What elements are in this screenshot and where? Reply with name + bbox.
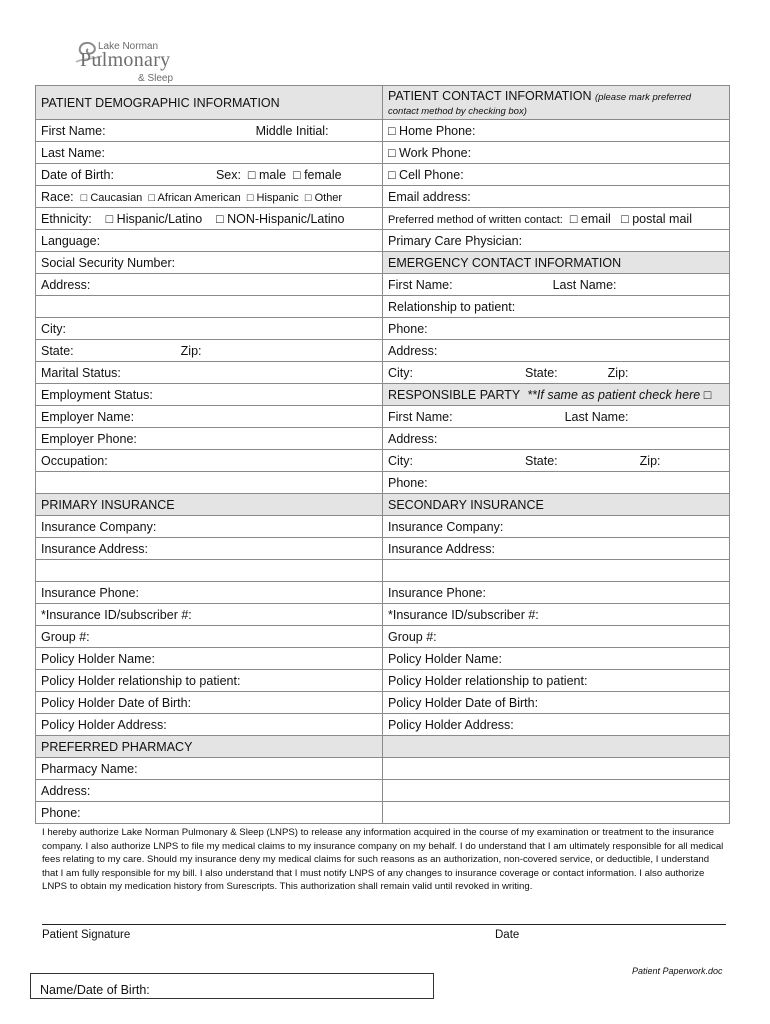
authorization-statement: I hereby authorize Lake Norman Pulmonary & Sleep (LNPS) to release any information acquired in the course of my examination or treatment to the insurance company. I also authorize LNPS to file my medical claims to my insurance company on my behalf. I do understand that I am ultimately responsible for all medical fees relating to my care. Should my insurance deny my medical claims for such reasons as an authorization, non-covered service, or deductible, I understand that I am fully responsible for my bill. I also understand that I must notify LNPS of any changes to insurance coverage or contact information. I also authorize LNPS to obtain my medication history from Surescripts. This authorization shall remain valid until revoked in writing. xyxy=(42,827,724,893)
caucasian-checkbox[interactable]: □ xyxy=(80,191,88,204)
blank-cell-3 xyxy=(383,802,730,824)
state-zip-field[interactable]: State: Zip: xyxy=(36,340,383,362)
dob-sex-field[interactable]: Date of Birth: Sex: □ male □ female xyxy=(36,164,383,186)
emergency-phone-field[interactable]: Phone: xyxy=(383,318,730,340)
blank-cell-2 xyxy=(383,780,730,802)
responsible-city-field[interactable]: City: State: Zip: xyxy=(383,450,730,472)
race-field[interactable]: Race: □ Caucasian □ African American □ Hispanic □ Other xyxy=(36,186,383,208)
cell-phone-field[interactable]: □ Cell Phone: xyxy=(383,164,730,186)
ethnicity-field[interactable]: Ethnicity: □ Hispanic/Latino □ NON-Hispanic/Latino xyxy=(36,208,383,230)
pharmacy-header: PREFERRED PHARMACY xyxy=(36,736,383,758)
responsible-phone-field[interactable]: Phone: xyxy=(383,472,730,494)
postal-mail-checkbox[interactable]: □ xyxy=(621,211,629,226)
primary-holder-address-field[interactable]: Policy Holder Address: xyxy=(36,714,383,736)
home-phone-checkbox[interactable]: □ xyxy=(388,123,396,138)
demographic-header: PATIENT DEMOGRAPHIC INFORMATION xyxy=(36,86,383,120)
name-dob-box[interactable] xyxy=(30,973,434,999)
employment-status-field[interactable]: Employment Status: xyxy=(36,384,383,406)
employer-name-field[interactable]: Employer Name: xyxy=(36,406,383,428)
emergency-relationship-field[interactable]: Relationship to patient: xyxy=(383,296,730,318)
secondary-holder-address-field[interactable]: Policy Holder Address: xyxy=(383,714,730,736)
secondary-insurance-header: SECONDARY INSURANCE xyxy=(383,494,730,516)
secondary-holder-dob-field[interactable]: Policy Holder Date of Birth: xyxy=(383,692,730,714)
address-field[interactable]: Address: xyxy=(36,274,383,296)
emergency-name-field[interactable]: First Name: Last Name: xyxy=(383,274,730,296)
occupation-extra-field[interactable] xyxy=(36,472,383,494)
ssn-field[interactable]: Social Security Number: xyxy=(36,252,383,274)
language-field[interactable]: Language: xyxy=(36,230,383,252)
primary-ins-company-field[interactable]: Insurance Company: xyxy=(36,516,383,538)
secondary-ins-phone-field[interactable]: Insurance Phone: xyxy=(383,582,730,604)
male-checkbox[interactable]: □ xyxy=(247,167,256,182)
last-name-field[interactable]: Last Name: xyxy=(36,142,383,164)
practice-logo xyxy=(72,38,182,88)
logo-line2: Pulmonary xyxy=(80,49,171,71)
responsible-name-field[interactable]: First Name: Last Name: xyxy=(383,406,730,428)
city-field[interactable]: City: xyxy=(36,318,383,340)
hispanic-latino-checkbox[interactable]: □ xyxy=(105,211,114,226)
responsible-party-header: RESPONSIBLE PARTY **If same as patient check here □ xyxy=(383,384,730,406)
email-checkbox[interactable]: □ xyxy=(569,211,578,226)
cell-phone-checkbox[interactable]: □ xyxy=(388,167,396,182)
address-line2-field[interactable] xyxy=(36,296,383,318)
secondary-ins-id-field[interactable]: *Insurance ID/subscriber #: xyxy=(383,604,730,626)
pcp-field[interactable]: Primary Care Physician: xyxy=(383,230,730,252)
secondary-holder-name-field[interactable]: Policy Holder Name: xyxy=(383,648,730,670)
responsible-address-field[interactable]: Address: xyxy=(383,428,730,450)
pharmacy-name-field[interactable]: Pharmacy Name: xyxy=(36,758,383,780)
primary-ins-id-field[interactable]: *Insurance ID/subscriber #: xyxy=(36,604,383,626)
work-phone-field[interactable]: □ Work Phone: xyxy=(383,142,730,164)
secondary-ins-company-field[interactable]: Insurance Company: xyxy=(383,516,730,538)
signature-line[interactable] xyxy=(42,924,726,925)
first-name-field[interactable]: First Name: Middle Initial: xyxy=(36,120,383,142)
primary-group-field[interactable]: Group #: xyxy=(36,626,383,648)
work-phone-checkbox[interactable]: □ xyxy=(388,145,396,160)
primary-ins-phone-field[interactable]: Insurance Phone: xyxy=(36,582,383,604)
occupation-field[interactable]: Occupation: xyxy=(36,450,383,472)
pharmacy-phone-field[interactable]: Phone: xyxy=(36,802,383,824)
signature-label: Patient Signature xyxy=(42,929,131,941)
hispanic-checkbox[interactable]: □ xyxy=(246,191,254,204)
pharmacy-header-blank xyxy=(383,736,730,758)
footer-filename: Patient Paperwork.doc xyxy=(632,966,723,976)
emergency-address-field[interactable]: Address: xyxy=(383,340,730,362)
secondary-holder-relationship-field[interactable]: Policy Holder relationship to patient: xyxy=(383,670,730,692)
responsible-same-checkbox[interactable]: □ xyxy=(703,387,712,402)
primary-ins-address-line2-field[interactable] xyxy=(36,560,383,582)
name-dob-label: Name/Date of Birth: xyxy=(40,983,150,997)
logo-line3: & Sleep xyxy=(138,73,174,84)
registration-form-table xyxy=(35,85,730,824)
email-field[interactable]: Email address: xyxy=(383,186,730,208)
non-hispanic-latino-checkbox[interactable]: □ xyxy=(216,211,224,226)
emergency-city-field[interactable]: City: State: Zip: xyxy=(383,362,730,384)
employer-phone-field[interactable]: Employer Phone: xyxy=(36,428,383,450)
primary-holder-relationship-field[interactable]: Policy Holder relationship to patient: xyxy=(36,670,383,692)
contact-header: PATIENT CONTACT INFORMATION (please mark preferred contact method by checking box) xyxy=(383,86,730,120)
other-checkbox[interactable]: □ xyxy=(304,191,312,204)
home-phone-field[interactable]: □ Home Phone: xyxy=(383,120,730,142)
logo-line1: Lake Norman xyxy=(98,41,159,52)
primary-holder-dob-field[interactable]: Policy Holder Date of Birth: xyxy=(36,692,383,714)
secondary-group-field[interactable]: Group #: xyxy=(383,626,730,648)
secondary-ins-address-field[interactable]: Insurance Address: xyxy=(383,538,730,560)
date-label: Date xyxy=(495,929,520,941)
blank-cell-1 xyxy=(383,758,730,780)
female-checkbox[interactable]: □ xyxy=(293,167,301,182)
primary-insurance-header: PRIMARY INSURANCE xyxy=(36,494,383,516)
marital-status-field[interactable]: Marital Status: xyxy=(36,362,383,384)
primary-holder-name-field[interactable]: Policy Holder Name: xyxy=(36,648,383,670)
emergency-header: EMERGENCY CONTACT INFORMATION xyxy=(383,252,730,274)
african-american-checkbox[interactable]: □ xyxy=(148,191,156,204)
pharmacy-address-field[interactable]: Address: xyxy=(36,780,383,802)
preferred-written-contact-field[interactable]: Preferred method of written contact: □ email □ postal mail xyxy=(383,208,730,230)
secondary-ins-address-line2-field[interactable] xyxy=(383,560,730,582)
primary-ins-address-field[interactable]: Insurance Address: xyxy=(36,538,383,560)
